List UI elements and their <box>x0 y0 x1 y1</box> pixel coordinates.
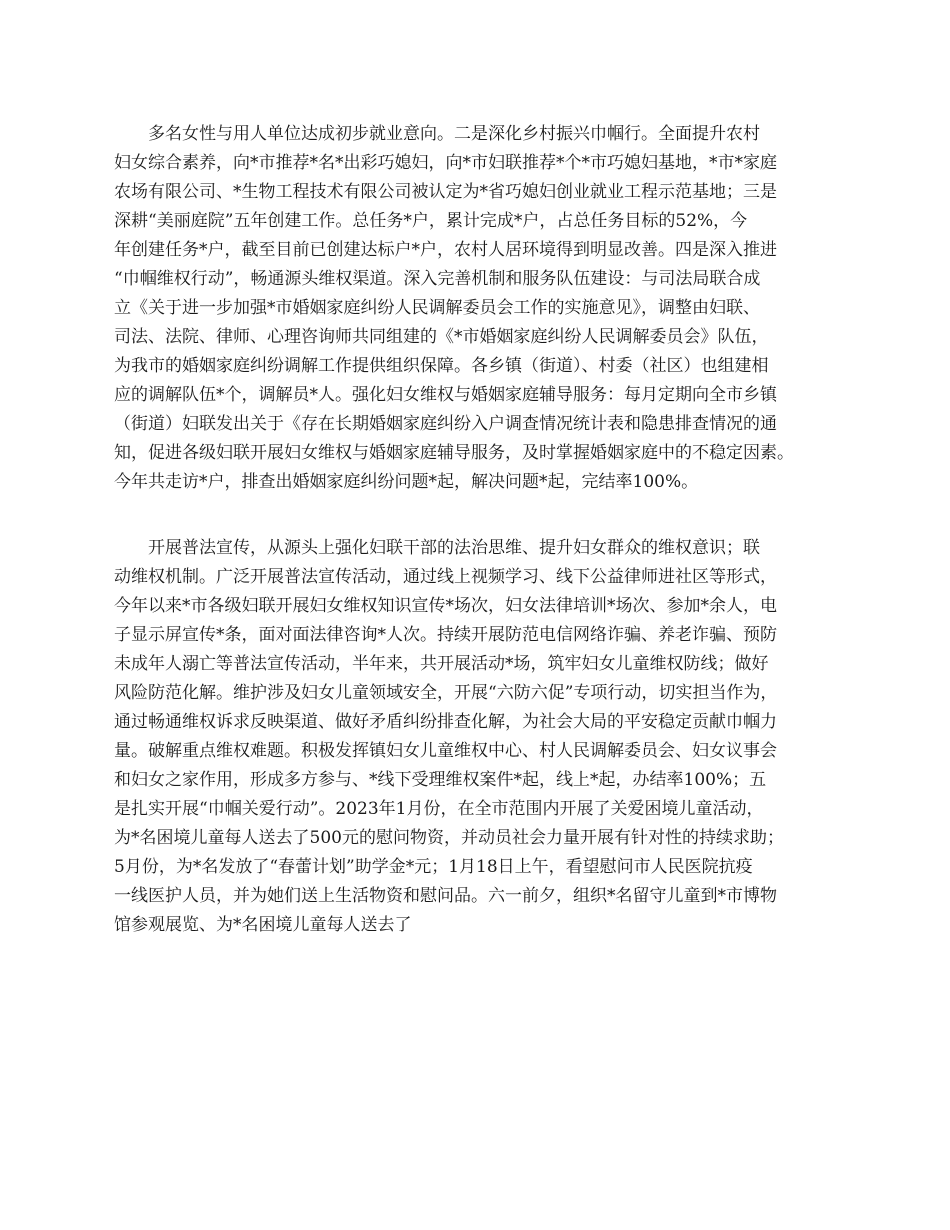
text-line: 馆参观展览、为*名困境儿童每人送去了 <box>114 915 412 935</box>
text-line: “巾帼维权行动”，畅通源头维权渠道。深入完善机制和服务队伍建设：与司法局联合成 <box>114 269 761 289</box>
text-line: 今年以来*市各级妇联开展妇女维权知识宣传*场次，妇女法律培训*场次、参加*余人，电 <box>114 596 777 616</box>
text-line: 未成年人溺亡等普法宣传活动，半年来，共开展活动*场，筑牢妇女儿童维权防线；做好 <box>114 654 769 674</box>
text-line: （街道）妇联发出关于《存在长期婚姻家庭纠纷入户调查情况统计表和隐患排查情况的通 <box>114 414 777 434</box>
text-line: 一线医护人员，并为她们送上生活物资和慰问品。六一前夕，组织*名留守儿童到*市博物 <box>114 886 777 906</box>
text-line: 立《关于进一步加强*市婚姻家庭纠纷人民调解委员会工作的实施意见》，调整由妇联、 <box>114 298 760 318</box>
text-line: 为我市的婚姻家庭纠纷调解工作提供组织保障。各乡镇（街道）、村委（社区）也组建相 <box>114 356 769 376</box>
text-line: 农场有限公司、*生物工程技术有限公司被认定为*省巧媳妇创业就业工程示范基地；三是 <box>114 182 777 202</box>
text-line: 为*名困境儿童每人送去了500元的慰问物资，并动员社会力量开展有针对性的持续求助； <box>114 828 784 848</box>
paragraph-2 <box>114 534 854 940</box>
text-line: 妇女综合素养，向*市推荐*名*出彩巧媳妇，向*市妇联推荐*个*市巧媳妇基地，*市*家庭 <box>114 153 777 173</box>
text-line: 司法、法院、律师、心理咨询师共同组建的《*市婚姻家庭纠纷人民调解委员会》队伍， <box>114 327 769 347</box>
text-line: 子显示屏宣传*条，面对面法律咨询*人次。持续开展防范电信网络诈骗、养老诈骗、预防 <box>114 625 777 645</box>
text-line: 风险防范化解。维护涉及妇女儿童领域安全，开展“六防六促”专项行动，切实担当作为， <box>114 683 778 703</box>
text-line: 今年共走访*户，排查出婚姻家庭纠纷问题*起，解决问题*起，完结率100%。 <box>114 472 699 492</box>
text-line: 通过畅通维权诉求反映渠道、做好矛盾纠纷排查化解，为社会大局的平安稳定贡献巾帼力 <box>114 712 777 732</box>
text-line: 和妇女之家作用，形成多方参与、*线下受理维权案件*起，线上*起，办结率100%；五 <box>114 770 767 790</box>
text-line: 动维权机制。广泛开展普法宣传活动，通过线上视频学习、线下公益律师进社区等形式， <box>114 567 777 587</box>
text-line: 是扎实开展“巾帼关爱行动”。2023年1月份，在全市范围内开展了关爱困境儿童活动， <box>114 799 764 819</box>
text-line: 应的调解队伍*个，调解员*人。强化妇女维权与婚姻家庭辅导服务：每月定期向全市乡镇 <box>114 385 777 405</box>
text-line: 5月份，为*名发放了“春蕾计划”助学金*元；1月18日上午，看望慰问市人民医院抗疫 <box>114 857 753 877</box>
text-line: 深耕“美丽庭院”五年创建工作。总任务*户，累计完成*户，占总任务目标的52%，今 <box>114 211 748 231</box>
text-line: 年创建任务*户，截至目前已创建达标户*户，农村人居环境得到明显改善。四是深入推进 <box>114 240 777 260</box>
text-line: 量。破解重点维权难题。积极发挥镇妇女儿童维权中心、村人民调解委员会、妇女议事会 <box>114 741 777 761</box>
paragraph-1 <box>114 120 854 497</box>
text-line: 开展普法宣传，从源头上强化妇联干部的法治思维、提升妇女群众的维权意识；联 <box>148 538 760 558</box>
text-line: 多名女性与用人单位达成初步就业意向。二是深化乡村振兴巾帼行。全面提升农村 <box>148 124 760 144</box>
text-line: 知，促进各级妇联开展妇女维权与婚姻家庭辅导服务，及时掌握婚姻家庭中的不稳定因素。 <box>114 443 794 463</box>
